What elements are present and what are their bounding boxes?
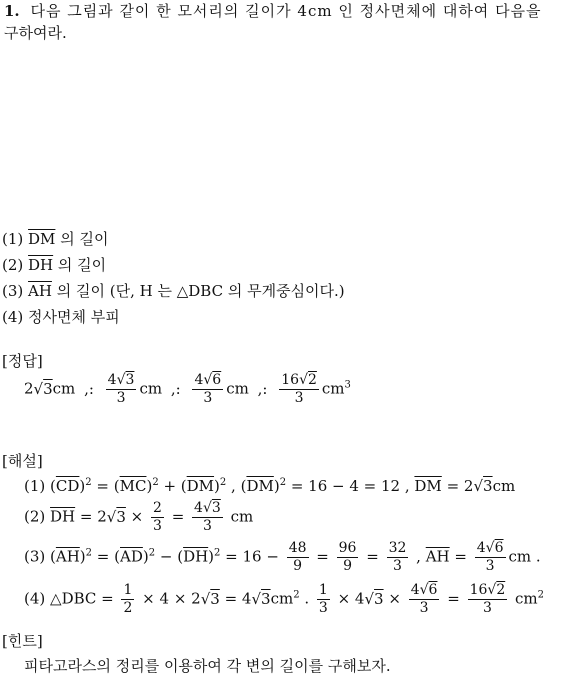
question-text-2: 구하여라. <box>4 24 67 42</box>
segment-dm: $\overline{DM}$ <box>28 230 56 248</box>
segment-dh: $\overline{DH}$ <box>28 256 54 274</box>
explanation-header: [해설] <box>2 452 43 470</box>
subquestion-1: (1) $\overline{DM}$ 의 길이 <box>2 230 109 248</box>
explanation-line-4: (4) △DBC = $\frac{1}{2}$ × $4 \times 2√3 = 4√3cm^2$ . $\frac{1}{3}$ × 4√3 × $\frac{4√6}{3}$ = $\frac{16√2}{3}$ $cm^2$ <box>24 582 545 616</box>
question-line-1 <box>4 0 542 22</box>
explanation-line-2: (2) $\overline{DH} = 2√3$ × $\frac{2}{3}$ = $\frac{4√3}{3}$ cm <box>24 500 254 534</box>
answer-line: 2√3cm ,: $\frac{4√3}{3}$ cm ,: $\frac{4√6}{3}$ cm ,: $\frac{16√2}{3}$ $cm^3$ <box>24 372 351 406</box>
answer-fraction-4: $\frac{16√2}{3}$ <box>281 372 317 406</box>
explanation-line-1: (1) $(\overline{CD})^2 = (\overline{MC})^2 + (\overline{DM})^2$ , $(\overline{DM})^2 = 16 - 4 = 12$ , $\overline{DM} = 2√3cm$ <box>24 477 516 495</box>
subquestion-3: (3) $\overline{AH}$ 의 길이 (단, H 는 △DBC 의 무게중심이다.) <box>2 282 345 300</box>
answer-fraction-3: $\frac{4√6}{3}$ <box>194 372 222 406</box>
subquestion-4: (4) 정사면체 부피 <box>2 308 120 326</box>
explanation-line-3: (3) $(\overline{AH})^2 = (\overline{AD})^2 - (\overline{DH})^2 = 16$ − $\frac{48}{9}$ = $\frac{96}{9}$ = $\frac{32}{3}$ , $\overline{AH}$ = $\frac{4√6}{3}$ cm . <box>24 540 541 574</box>
answer-header: [정답] <box>2 352 43 370</box>
hint-header: [힌트] <box>2 632 43 650</box>
segment-ah: $\overline{AH}$ <box>28 282 52 300</box>
question-text-1: 다음 그림과 같이 한 모서리의 길이가 4cm 인 정사면체에 대하여 다음을 <box>30 2 542 20</box>
answer-fraction-2: $\frac{4√3}{3}$ <box>107 372 135 406</box>
hint-text: 피타고라스의 정리를 이용하여 각 변의 길이를 구해보자. <box>24 657 391 675</box>
subquestion-2: (2) $\overline{DH}$ 의 길이 <box>2 256 107 274</box>
question-number: 1. <box>4 2 20 20</box>
